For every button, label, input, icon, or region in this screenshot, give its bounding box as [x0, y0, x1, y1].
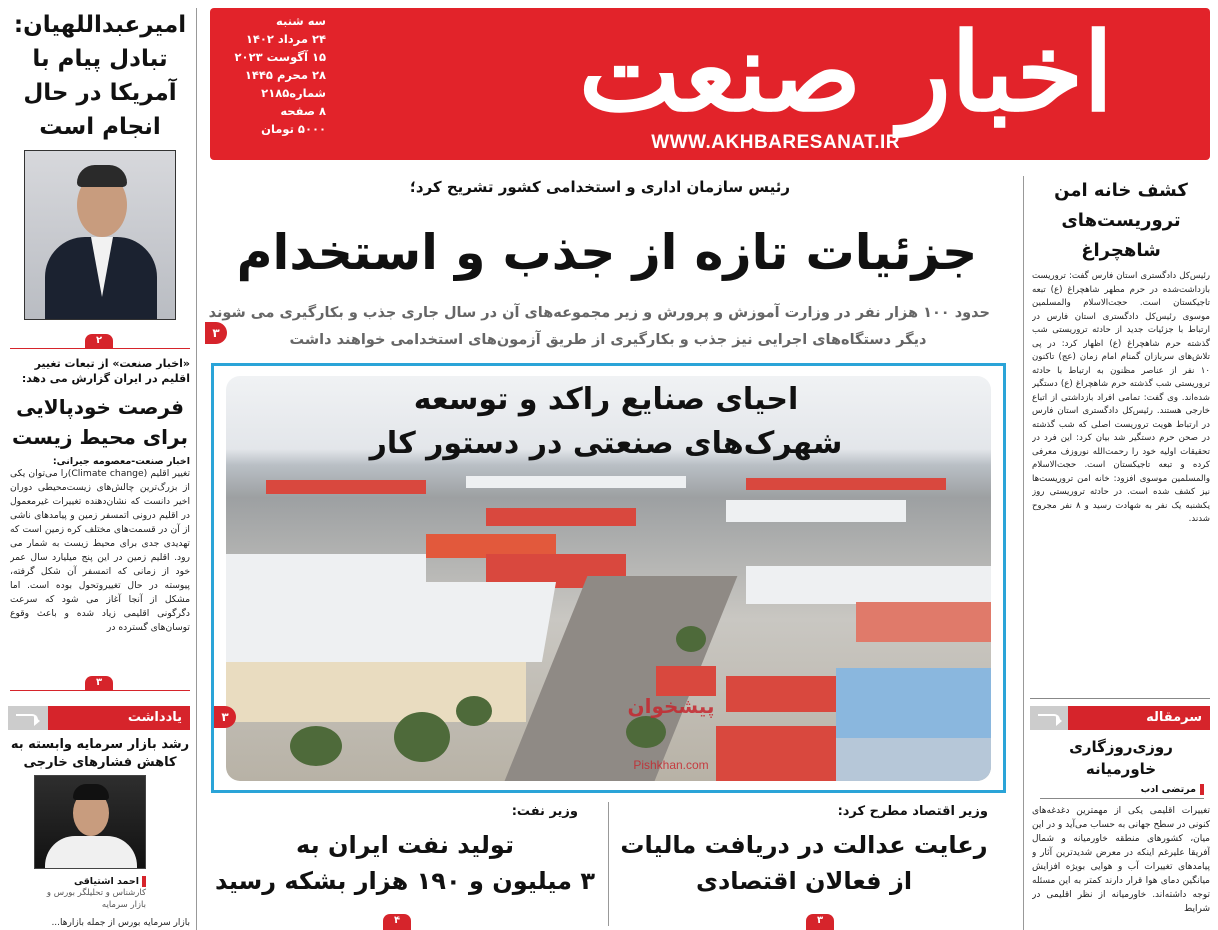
right-top-body: رئیس‌کل دادگستری استان فارس گفت: تروریست بازداشت‌شده در حرم مطهر شاهچراغ (ع) تبعه تاجیکستان است. حجت‌الاسلام والمسلمین موسوی رئیس‌کل دادگستری استان فارس در ارتباط با جزئیات جدید از حادثه تروریستی شب گذشته حرم شاهچراغ (ع) اظهار کرد: در پی تلاش‌های سربازان گمنام امام زمان (عج) تاکنون ۱۰ نفر از عناصر مظنون به ارتباط با حادثه تروریستی شب گذشته حرم شاهچراغ (ع) دستگیر شده‌اند. وی گفت: تمامی افراد بازداشتی از اتباع خارجی هستند. رئیس‌کل دادگستری استان فارس در ارتباط هویت تروریست اصلی که شب گذشته در صحن حرم دستگیر شد بیان کرد: این فرد در تحقیقات اولیه خود را رحمت‌الله نوروزف معرفی کرده و تبعه تاجیکستان است. حجت‌الاسلام والمسلمین موسوی افزود: خانه امن تروریست‌ها نیز کشف شده است. در حادثه تروریستی روز یکشنبه یک نفر به شهادت رسید و ۸ نفر مجروح شدند.	[1032, 271, 1210, 524]
column-divider	[608, 802, 609, 926]
page-badge[interactable]: ۳	[85, 676, 113, 690]
issue-date-gregorian: ۱۵ آگوست ۲۰۲۳	[234, 50, 326, 64]
bottom-center-kicker: وزیر اقتصاد مطرح کرد:	[837, 804, 988, 819]
arrow-icon	[1030, 706, 1070, 730]
main-headline[interactable]: جزئیات تازه از جذب و استخدام	[236, 224, 978, 281]
bottom-center-headline-2: از فعالان اقتصادی	[695, 867, 913, 895]
lead-caption-2: شهرک‌های صنعتی در دستور کار	[369, 426, 843, 461]
right-top-headline: کشف خانه امن تروریست‌های شاهچراغ	[1054, 180, 1188, 261]
main-kicker: رئیس سازمان اداری و استخدامی کشور تشریح کرد؛	[409, 178, 790, 196]
page-tab[interactable]: ۳	[205, 322, 227, 344]
author-title: کارشناس و تحلیلگر بورس و بازار سرمایه	[46, 888, 146, 910]
yaddasht-story[interactable]	[10, 736, 190, 772]
left-top-story[interactable]	[10, 8, 190, 144]
issue-number: شماره۲۱۸۵	[261, 86, 326, 100]
arrow-icon	[8, 706, 48, 730]
bottom-center-story[interactable]	[620, 804, 988, 899]
left-mid-story[interactable]	[10, 356, 190, 673]
section-label-sarmaghale: سرمقاله	[1068, 706, 1210, 730]
issue-pages: ۸ صفحه	[280, 104, 326, 118]
divider	[10, 348, 190, 349]
lead-caption-1: احیای صنایع راکد و توسعه	[413, 382, 799, 417]
issue-day: سه شنبه	[276, 14, 326, 28]
industrial-park-photo	[226, 376, 991, 781]
column-divider	[196, 8, 197, 930]
left-mid-kicker: «اخبار صنعت» از تبعات تغییر اقلیم در ایران گزارش می دهد:	[21, 357, 190, 385]
lead-image-frame[interactable]	[211, 363, 1006, 793]
right-top-story[interactable]	[1032, 176, 1210, 696]
page-badge[interactable]: ۴	[383, 914, 411, 930]
masthead	[210, 8, 1210, 160]
section-label-yaddasht: یادداشت	[48, 706, 190, 730]
issue-info	[216, 12, 326, 138]
main-subheads	[208, 300, 990, 354]
bottom-left-story[interactable]	[212, 804, 598, 899]
bottom-left-headline-2: ۳ میلیون و ۱۹۰ هزار بشکه رسید	[214, 867, 596, 895]
author-info	[34, 876, 146, 911]
main-subhead-2: دیگر دستگاه‌های اجرایی نیز جذب و بکارگیری از طریق آزمون‌های استخدامی خواهند داشت	[289, 332, 927, 348]
yaddasht-headline: رشد بازار سرمایه وابسته به کاهش فشارهای خارجی	[10, 737, 190, 770]
left-mid-headline: فرصت خودپالایی برای محیط زیست	[12, 395, 188, 449]
newspaper-logo: اخبار صنعت	[578, 10, 1114, 136]
watermark: پیشخوان	[627, 694, 715, 718]
amir-abdollahian-photo	[24, 150, 176, 320]
bottom-left-kicker: وزیر نفت:	[511, 804, 578, 819]
bottom-center-headline-1: رعایت عدالت در دریافت مالیات	[620, 831, 988, 859]
issue-price: ۵۰۰۰ تومان	[261, 122, 326, 136]
author-name: احمد اشتیاقی	[34, 876, 146, 887]
page-badge[interactable]: ۲	[85, 334, 113, 348]
left-mid-byline: اخبار صنعت-معصومه جیرانی:	[52, 456, 190, 467]
divider	[1040, 798, 1204, 799]
author-photo	[34, 775, 146, 869]
divider	[10, 690, 190, 691]
column-divider	[1023, 176, 1024, 930]
sarmaghale-headline[interactable]: روزی‌روزگاری خاورمیانه	[1069, 738, 1173, 778]
divider	[1030, 698, 1210, 699]
main-subhead-1: حدود ۱۰۰ هزار نفر در وزارت آموزش و پرورش و زیر مجموعه‌های آن در سال جاری جذب و بکارگیری می شوند	[208, 305, 990, 321]
yaddasht-body: بازار سرمایه بورس از جمله بازارها...	[51, 918, 190, 928]
issue-date-hijri: ۲۸ محرم ۱۴۴۵	[244, 68, 326, 82]
watermark-url: Pishkhan.com	[633, 758, 709, 772]
sarmaghale-body: تغییرات اقلیمی یکی از مهمترین دغدغه‌های کنونی در سطح جهانی به حساب می‌آید و در این میان، کشورهای منطقه خاورمیانه و شمال آفریقا علیرغم اینکه در معرض شدیدترین آثار و پیامدهای تغییرات آب و هوایی بویژه افزایش میانگین دمای هوا قرار دارند کمتر به این مسئله توجه داشته‌اند. خاورمیانه از نظر اقلیمی در شرایط	[1032, 806, 1210, 914]
sarmaghale-author: مرتضی ادب	[1040, 784, 1204, 795]
left-mid-body: تغییر اقلیم (Climate change)را می‌توان یکی از بزرگ‌ترین چالش‌های زیست‌محیطی دوران اخیر دانست که نشان‌دهنده تغییرات غیرمعمول در اقلیم درونی اتمسفر زمین و پیامدهای ناشی از آن در قسمت‌های مختلف کره زمین است که تهدیدی جدی برای محیط زیست به شمار می رود. اقلیم زمین در این پنج میلیارد سال عمر خود از زمانی که اتمسفر آن شکل گرفته، پیوسته در حال تغییروتحول بوده است. اما مشکل از آنجا آغاز می شود که سرعت دگرگونی اقلیمی زیاد شده و باعث وقوع توسان‌های گسترده در	[10, 468, 190, 633]
page-tab[interactable]: ۳	[214, 706, 236, 728]
left-top-headline: امیرعبداللهیان: تبادل پیام با آمریکا در حال انجام است	[13, 12, 187, 140]
page-badge[interactable]: ۳	[806, 914, 834, 930]
issue-date-jalali: ۲۴ مرداد ۱۴۰۲	[245, 32, 326, 46]
bottom-left-headline-1: تولید نفت ایران به	[296, 831, 514, 859]
site-url[interactable]: WWW.AKHBARESANAT.IR	[651, 132, 900, 153]
